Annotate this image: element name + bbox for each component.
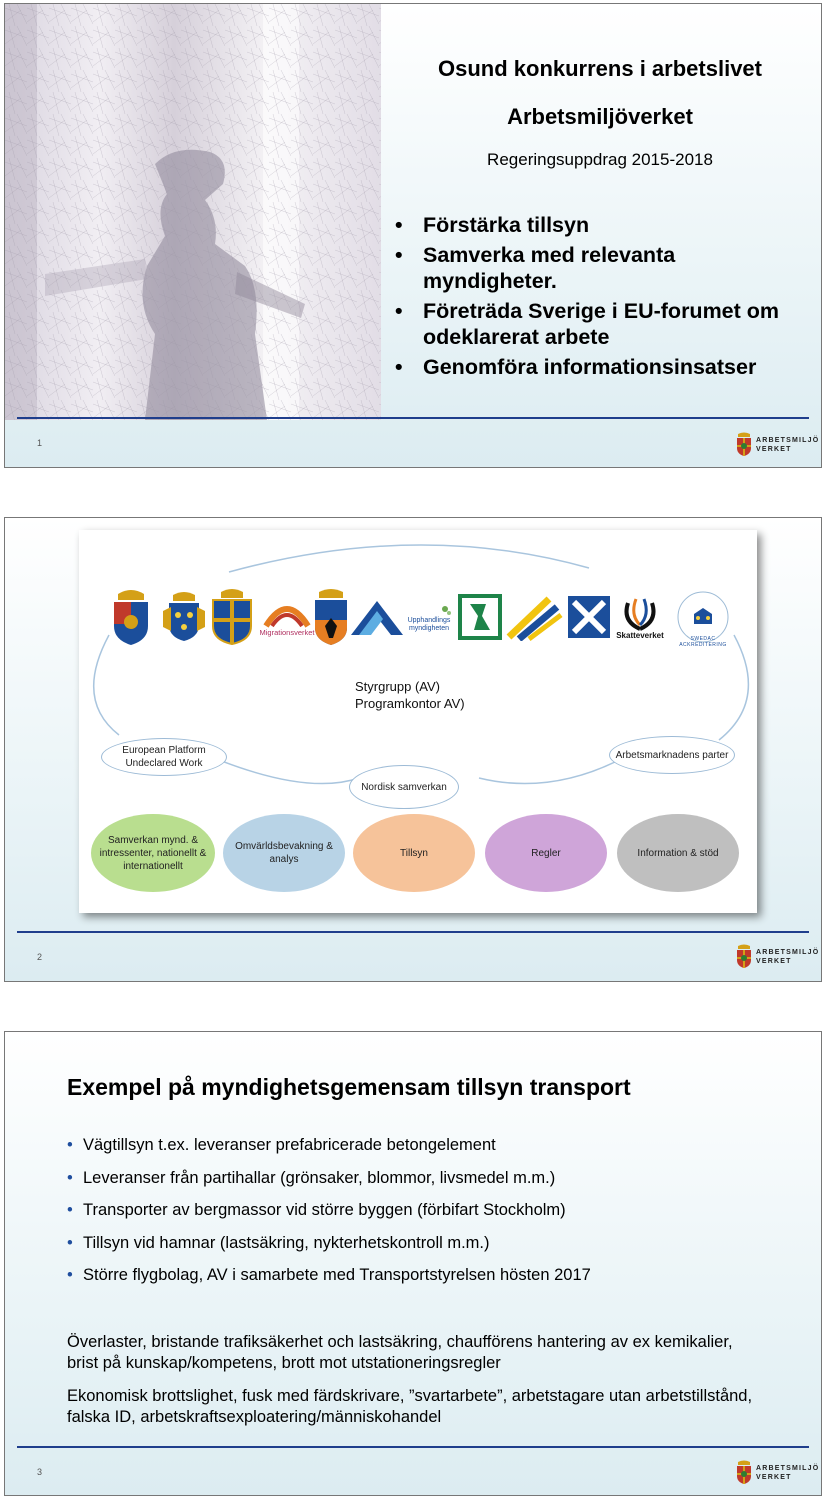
crest-icon [735, 1459, 753, 1485]
organization-diagram [79, 530, 757, 913]
slide-number: 3 [37, 1467, 43, 1477]
paragraph-crime: Ekonomisk brottslighet, fusk med färdskrivare, ”svartarbete”, arbetstagare utan arbetstillstånd, falska ID, arbetskraftsexploatering/människohandel [67, 1387, 753, 1426]
european-platform-node: European Platform Undeclared Work [101, 738, 227, 776]
work-environment-green-logo-icon [457, 588, 503, 646]
list-item: • Vägtillsyn t.ex. leveranser prefabricerade betongelement [67, 1136, 591, 1169]
arrows-logo-icon [505, 588, 565, 646]
coast-guard-crest-icon [209, 588, 255, 646]
logo-text: VERKET [756, 1474, 792, 1481]
transport-agency-logo-icon [349, 588, 405, 646]
logo-text: ARBETSMILJÖ [756, 437, 820, 444]
monitoring-analysis-circle: Omvärldsbevakning & analys [223, 814, 345, 892]
logo-text: Upphandlings myndigheten [407, 617, 451, 632]
divider [17, 931, 809, 933]
paragraph-risks: Överlaster, bristande trafiksäkerhet och lastsäkring, chaufförens hantering av ex kemikalier, brist på kunskap/kompetens, brott mot utstationeringsregler [67, 1333, 733, 1372]
list-item: • Tillsyn vid hamnar (lastsäkring, nykterhetskontroll m.m.) [67, 1234, 591, 1267]
agency-logo [735, 431, 820, 459]
customs-crest-icon [161, 588, 207, 646]
logo-text: Migrationsverket [259, 627, 315, 637]
police-crest-icon [109, 588, 153, 646]
slide-subtitle: Arbetsmiljöverket [507, 104, 693, 129]
steering-group-line: Styrgrupp (AV) [355, 679, 441, 694]
divider [17, 417, 809, 419]
steering-group-label [355, 678, 465, 712]
logo-text: VERKET [756, 958, 792, 965]
slide-title: Osund konkurrens i arbetslivet [438, 56, 762, 81]
list-item: • Samverka med relevanta myndigheter. [391, 242, 811, 294]
logo-text: Skatteverket [616, 630, 664, 640]
nordic-cooperation-node: Nordisk samverkan [349, 765, 459, 809]
swedac-logo [675, 588, 731, 646]
cross-logo-icon [565, 588, 613, 646]
agency-logo [735, 1459, 820, 1487]
regulations-circle: Regler [485, 814, 607, 892]
upphandlingsmyndigheten-logo [403, 588, 455, 646]
slide-2 [4, 517, 822, 982]
armed-forces-crest-icon [311, 588, 351, 646]
skatteverket-logo [611, 588, 669, 646]
agency-logo [735, 943, 820, 971]
labour-market-parties-node: Arbetsmarknadens parter [609, 736, 735, 774]
logo-text: VERKET [756, 446, 792, 453]
list-item: • Förstärka tillsyn [391, 212, 811, 238]
program-office-line: Programkontor AV) [355, 696, 465, 711]
information-support-circle: Information & stöd [617, 814, 739, 892]
cooperation-circle: Samverkan mynd. & intressenter, nationellt & internationellt [91, 814, 215, 892]
logo-text: ARBETSMILJÖ [756, 1465, 820, 1472]
slide-number: 1 [37, 438, 43, 448]
divider [17, 1446, 809, 1448]
crest-icon [735, 943, 753, 969]
slide-1 [4, 3, 822, 468]
migrationsverket-logo [259, 588, 315, 646]
bullet-list [391, 212, 811, 384]
crest-icon [735, 431, 753, 457]
shadow-photo [5, 4, 381, 420]
assignment-period: Regeringsuppdrag 2015-2018 [487, 150, 713, 169]
slide-number: 2 [37, 952, 43, 962]
list-item: • Genomföra informationsinsatser [391, 354, 811, 380]
logo-text: ARBETSMILJÖ [756, 949, 820, 956]
logo-text: SWEDAC ACKREDITERING [679, 636, 727, 648]
list-item: • Större flygbolag, AV i samarbete med Transportstyrelsen hösten 2017 [67, 1266, 591, 1299]
supervision-circle: Tillsyn [353, 814, 475, 892]
list-item: • Företräda Sverige i EU-forumet om odeklarerat arbete [391, 298, 811, 350]
list-item: • Leveranser från partihallar (grönsaker, blommor, livsmedel m.m.) [67, 1169, 591, 1202]
slide-title: Exempel på myndighetsgemensam tillsyn transport [67, 1074, 631, 1100]
slide-3 [4, 1031, 822, 1496]
bullet-list [67, 1136, 591, 1299]
list-item: • Transporter av bergmassor vid större byggen (förbifart Stockholm) [67, 1201, 591, 1234]
